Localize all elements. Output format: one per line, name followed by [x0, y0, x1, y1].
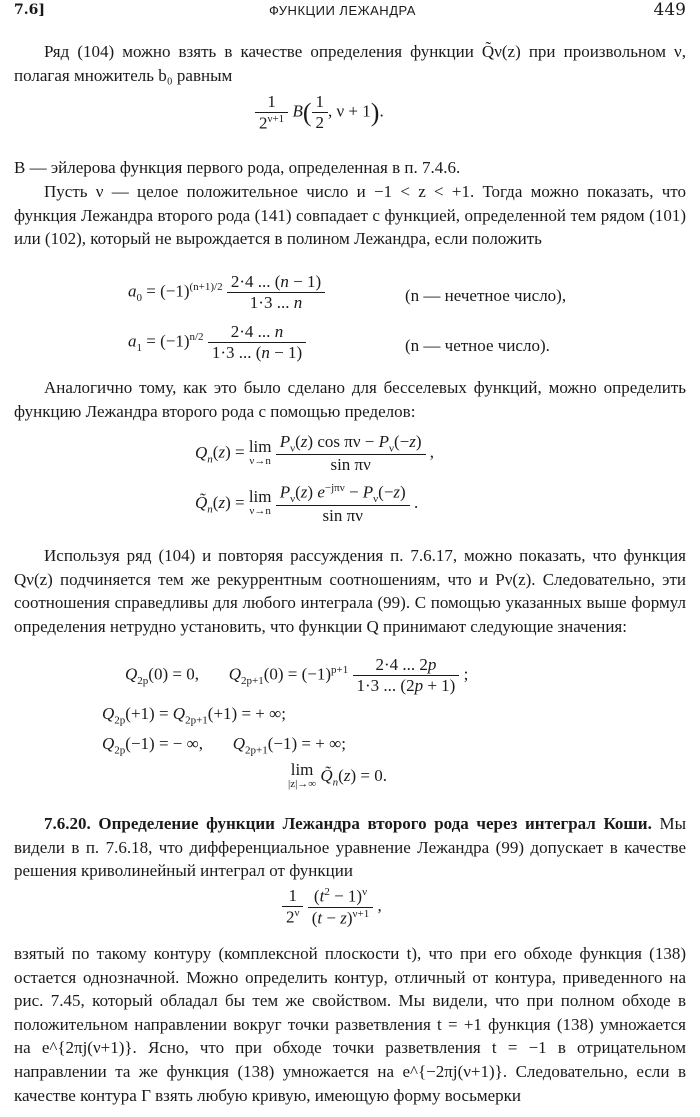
paragraph-5: Используя ряд (104) и повторяя рассуждения п. 7.6.17, можно показать, что функция Qν(z) подчиняется тем же рекуррентным соотношениям, что и Pν(z). Следовательно, эти соотношения справедливы для любого интеграла (99). С помощью указанных выше формул определения нетрудно установить, что функции Q принимают следующие значения: — [14, 546, 686, 636]
equation-b0: $\frac{1}{2^{\nu+1}}$ B( $\frac{1}{2}$ , ν + 1). — [255, 92, 384, 134]
equation-Q-values-2: $Q_{2p}(+1) = Q_{2p+1}(+1)$ = + ∞; — [102, 704, 286, 727]
equation-Qn-limit: $Q_n(z) = \lim$ ν→n $\frac{P_\nu(z) \cos \pi\nu - P_\nu(-z)}{\text{sin πν}}$ , — [195, 432, 435, 475]
running-header — [14, 2, 686, 22]
paragraph-2: B — эйлерова функция первого рода, определенная в п. 7.4.6. — [14, 158, 461, 177]
equation-Q-limit-infinity: lim |z|→∞ $Q̃_n(z) = 0$. — [288, 760, 387, 790]
equation-Qtilde-limit: $Q̃_n(z) = \lim$ ν→n $\frac{P_\nu(z) e^{-j\pi\nu} - P_\nu(-z)}{\text{sin πν}}$ . — [195, 482, 419, 526]
paragraph-1: Ряд (104) можно взять в качестве определения функции Q̃ν(z) при произвольном ν, полагая множитель b₀ равным — [14, 42, 686, 85]
equation-integrand: $\frac{1}{2^\nu}$ $\frac{(t^2 - 1)^\nu}{(t - z)^{\nu+1}}$ , — [282, 886, 382, 928]
paragraph-4: Аналогично тому, как это было сделано для бесселевых функций, можно определить функцию Лежандра второго рода с помощью пределов: — [14, 378, 686, 421]
paragraph-7: взятый по такому контуру (комплексной плоскости t), что при его обходе функция (138) остается однозначной. Можно определить контур, отличный от контура, приведенного на рис. 7.45, который обладал бы тем же свойством. Мы видели, что при полном обходе в положительном направлении вокруг точки разветвления t = +1 функция (138) умножается на e^{2πj(ν+1)}. Ясно, что при обходе точки разветвления t = −1 в отрицательном направлении та же функция (138) умножается на e^{−2πj(ν+1)}. Следовательно, если в качестве контура Γ взять любую кривую, имеющую форму восьмерки — [14, 944, 686, 1105]
section-number: 7.6] — [14, 2, 45, 18]
a1-note: (n — четное число). — [405, 336, 550, 355]
paragraph-6-text: Мы видели в п. 7.6.18, что дифференциальное уравнение Лежандра (99) допускает в качестве решения криволинейный интеграл от функции — [14, 814, 686, 881]
equation-Q-values-1: $Q_{2p}(0) = 0$, $Q_{2p+1}(0) = (-1)^{p+1}$ $\frac{2\cdot 4 ... 2p}{1\cdot 3 ... (2p + 1)}$ ; — [125, 655, 469, 695]
paragraph-3: Пусть ν — целое положительное число и −1 < z < +1. Тогда можно показать, что функция Лежандра второго рода (141) совпадает с функцией, определенной тем рядом (101) или (102), который не вырождается в полином Лежандра, если положить — [14, 182, 686, 249]
a0-note: (n — нечетное число), — [405, 286, 567, 305]
equation-a1: $a_1 = (-1)^{n/2}$ $\frac{2\cdot 4 ... n}{1\cdot 3 ... (n - 1)}$ — [128, 322, 306, 363]
paragraph-6 — [14, 812, 686, 883]
section-heading: 7.6.20. Определение функции Лежандра второго рода через интеграл Коши. — [44, 814, 652, 833]
equation-Q-values-3: $Q_{2p}(-1)$ = − ∞, $Q_{2p+1}(-1)$ = + ∞; — [102, 734, 346, 757]
equation-a0: $a_0 = (-1)^{(n+1)/2}$ $\frac{2\cdot 4 ... (n - 1)}{1\cdot 3 ... n}$ — [128, 272, 325, 313]
chapter-title: ФУНКЦИИ ЛЕЖАНДРА — [269, 3, 416, 18]
page-number: 449 — [653, 0, 686, 20]
